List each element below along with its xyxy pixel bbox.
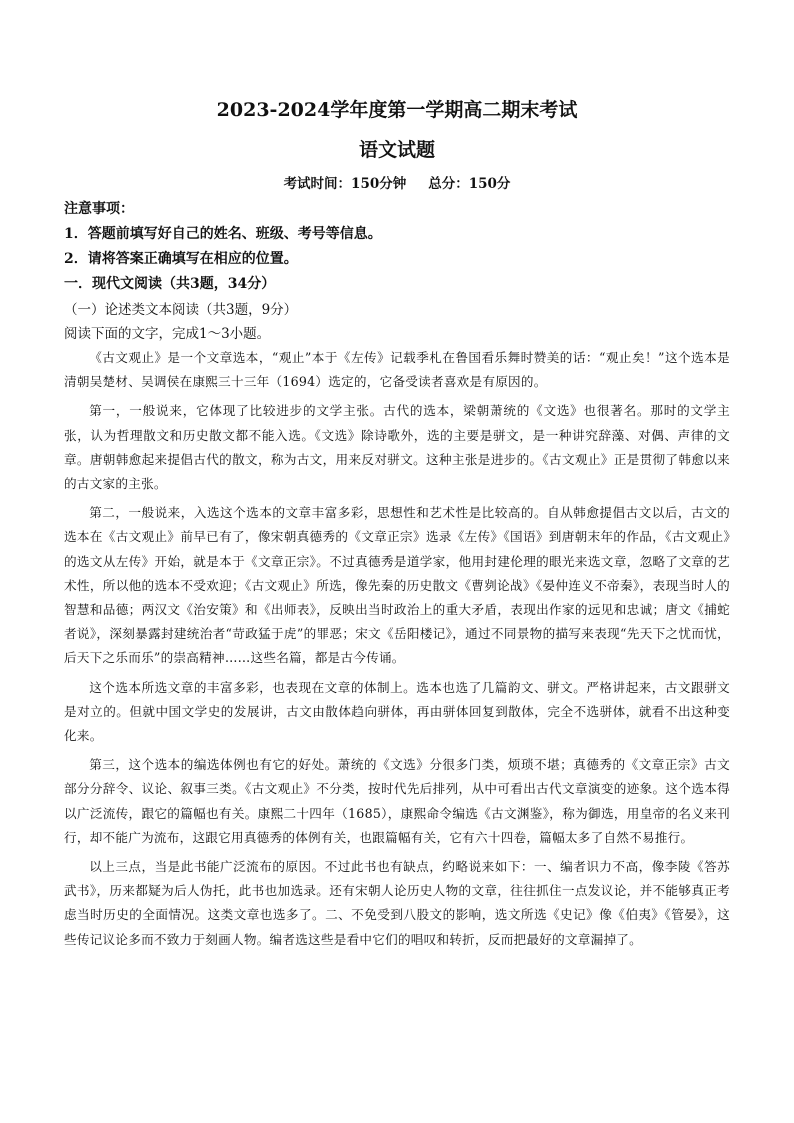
exam-title: 2023-2024学年度第一学期高二期末考试 <box>216 99 578 121</box>
passage-paragraph-5: 第三，这个选本的编选体例也有它的好处。萧统的《文选》分很多门类，烦琐不堪；真德秀的《文章正宗》古文部分分辞令、议论、叙事三类。《古文观止》不分类，按时代先后排列，从中可看出古代文章演变的迹象。这个选本得以广泛流传，跟它的篇幅也有关。康熙二十四年（1685），康熙命令编选《古文渊鉴》，称为御选，用皇帝的名义来刊行，却不能广为流布，这跟它用真德秀的体例有关，也跟篇幅有关，它有六十四卷，篇幅太多了自然不易推行。 <box>64 757 730 845</box>
section-title: 一．现代文阅读（共3题，34分） <box>64 276 276 292</box>
passage-paragraph-3: 第二，一般说来，入选这个选本的文章丰富多彩，思想性和艺术性是比较高的。自从韩愈提倡古文以后，古文的选本在《古文观止》前早已有了，像宋朝真德秀的《文章正宗》选录《左传》《国语》到唐朝末年的作品，《古文观止》的选文从左传》开始，就是本于《文章正宗》。不过真德秀是道学家，他用封建伦理的眼光来选文章，忽略了文章的艺术性，所以他的选本不受欢迎；《古文观止》所选，像先秦的历史散文《曹刿论战》《晏仲连义不帝秦》，表现当时人的智慧和品德；两汉文《治安策》和《出师表》，反映出当时政治上的重大矛盾，表现出作家的远见和忠诚；唐文《捕蛇者说》，深刻暴露封建统治者“苛政猛于虎”的罪恶；宋文《岳阳楼记》，通过不同景物的描写来表现“先天下之忧而忧，后天下之乐而乐”的崇高精神……这些名篇，都是古今传诵。 <box>64 505 730 666</box>
exam-info <box>0 172 794 192</box>
note-item-1: 1．答题前填写好自己的姓名、班级、考号等信息。 <box>64 226 382 242</box>
passage-paragraph-6: 以上三点，当是此书能广泛流布的原因。不过此书也有缺点，约略说来如下：一、编者识力不高，像李陵《答苏武书》，历来都疑为后人伪托，此书也加选录。还有宋朝人论历史人物的文章，往往抓住一点发议论，并不能够真正考虑当时历史的全面情况。这类文章也选多了。二、不免受到八股文的影响，选文所选《史记》像《伯夷》《管晏》，这些传记议论多而不致力于刻画人物。编者选这些是看中它们的唱叹和转折，反而把最好的文章漏掉了。 <box>64 859 730 947</box>
passage-paragraph-4: 这个选本所选文章的丰富多彩，也表现在文章的体制上。选本也选了几篇韵文、骈文。严格讲起来，古文跟骈文是对立的。但就中国文学史的发展讲，古文由散体趋向骈体，再由骈体回复到散体，完全不选骈体，就看不出这种变化来。 <box>64 679 730 744</box>
passage-paragraph-2: 第一，一般说来，它体现了比较进步的文学主张。古代的选本，梁朝萧统的《文选》也很著名。那时的文学主张，认为哲理散文和历史散文都不能入选。《文选》除诗歌外，选的主要是骈文，是一种讲究辞藻、对偶、声律的文章。唐朝韩愈起来提倡古代的散文，称为古文，用来反对骈文。这种主张是进步的。《古文观止》正是贯彻了韩愈以来的古文家的主张。 <box>64 403 730 492</box>
subsection-title: （一）论述类文本阅读（共3题，9分） <box>64 302 298 318</box>
total-score: 总分：150分 <box>428 176 511 192</box>
instruction-text: 阅读下面的文字，完成1～3小题。 <box>64 326 271 342</box>
passage-paragraph-1: 《古文观止》是一个文章选本，“观止”本于《左传》记载季札在鲁国看乐舞时赞美的话：“观止矣！”这个选本是清朝吴楚材、吴调侯在康熙三十三年（1694）选定的，它备受读者喜欢是有原因的。 <box>64 350 730 390</box>
exam-time: 考试时间：150分钟 <box>283 176 407 192</box>
note-item-2: 2．请将答案正确填写在相应的位置。 <box>64 251 298 267</box>
notes-heading: 注意事项： <box>64 201 134 217</box>
reading-passage <box>64 346 730 953</box>
subject-title: 语文试题 <box>358 139 435 161</box>
